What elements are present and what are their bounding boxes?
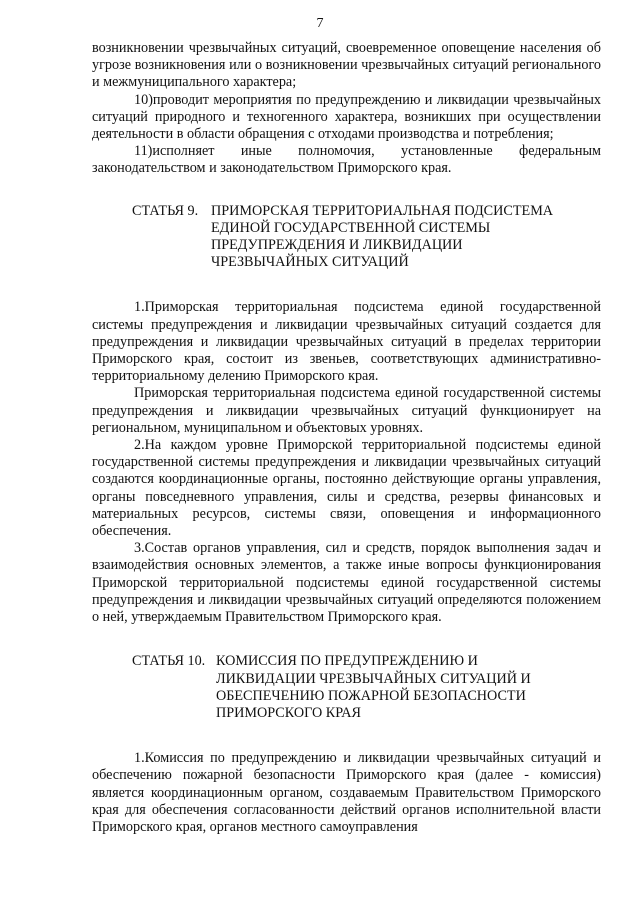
- article-title-line: ОБЕСПЕЧЕНИЮ ПОЖАРНОЙ БЕЗОПАСНОСТИ: [216, 687, 526, 704]
- article-9-heading: [132, 203, 601, 272]
- page-number: 7: [316, 16, 324, 31]
- article-title-line: ПРЕДУПРЕЖДЕНИЯ И ЛИКВИДАЦИИ: [211, 237, 463, 254]
- article-9-paragraph: 3.Состав органов управления, сил и средств, порядок выполнения задач и взаимодействия основных элементов, а также иные вопросы функционирования Приморской территориальной подсистемы единой государственной системы предупреждения и ликвидации чрезвычайных ситуаций определяются положением о ней, утверждаемым Правительством Приморского края.: [92, 540, 601, 626]
- article-title-line: ЧРЕЗВЫЧАЙНЫХ СИТУАЦИЙ: [211, 254, 409, 271]
- article-number: СТАТЬЯ 9.: [132, 202, 199, 219]
- article-title-line: ПРИМОРСКАЯ ТЕРРИТОРИАЛЬНАЯ ПОДСИСТЕМА: [211, 202, 554, 219]
- article-title-line: КОМИССИЯ ПО ПРЕДУПРЕЖДЕНИЮ И: [216, 653, 478, 670]
- intro-paragraph: возникновении чрезвычайных ситуаций, своевременное оповещение населения об угрозе возникновения или о возникновении чрезвычайных ситуаций регионального и межмуниципального характера;: [92, 40, 601, 91]
- intro-paragraph: 11)исполняет иные полномочия, установленные федеральным законодательством и законодательством Приморского края.: [92, 143, 601, 177]
- article-title: [211, 203, 553, 272]
- article-9-paragraph: Приморская территориальная подсистема единой государственной системы предупреждения и ликвидации чрезвычайных ситуаций функционирует на региональном, муниципальном и объектовых уровнях.: [92, 385, 601, 436]
- article-9-paragraph: 1.Приморская территориальная подсистема единой государственной системы предупреждения и ликвидации чрезвычайных ситуаций создается для предупреждения и ликвидации чрезвычайных ситуаций в пределах территории Приморского края, состоит из звеньев, соответствующих административно-территориальному делению Приморского края.: [92, 299, 601, 385]
- article-10-heading: [132, 653, 601, 722]
- intro-paragraph: 10)проводит мероприятия по предупреждению и ликвидации чрезвычайных ситуаций природного и техногенного характера, возникших при осуществлении деятельности в области обращения с отходами производства и потребления;: [92, 91, 601, 143]
- article-9-paragraph: 2.На каждом уровне Приморской территориальной подсистемы единой государственной системы предупреждения и ликвидации чрезвычайных ситуаций создаются координационные органы, постоянно действующие органы управления, органы повседневного управления, силы и средства, резервы финансовых и материальных ресурсов, системы связи, оповещения и информационного обеспечения.: [92, 437, 601, 540]
- article-title: [216, 653, 531, 722]
- article-number: СТАТЬЯ 10.: [132, 653, 206, 670]
- document-body: [92, 40, 601, 836]
- article-title-line: ЕДИНОЙ ГОСУДАРСТВЕННОЙ СИСТЕМЫ: [211, 219, 491, 236]
- article-10-paragraph: 1.Комиссия по предупреждению и ликвидации чрезвычайных ситуаций и обеспечению пожарной безопасности Приморского края (далее - комиссия) является координационным органом, создаваемым Правительством Приморского края для обеспечения согласованности действий органов исполнительной власти Приморского края, органов местного самоуправления: [92, 750, 601, 835]
- article-title-line: ПРИМОРСКОГО КРАЯ: [216, 704, 362, 721]
- article-title-line: ЛИКВИДАЦИИ ЧРЕЗВЫЧАЙНЫХ СИТУАЦИЙ И: [216, 670, 531, 687]
